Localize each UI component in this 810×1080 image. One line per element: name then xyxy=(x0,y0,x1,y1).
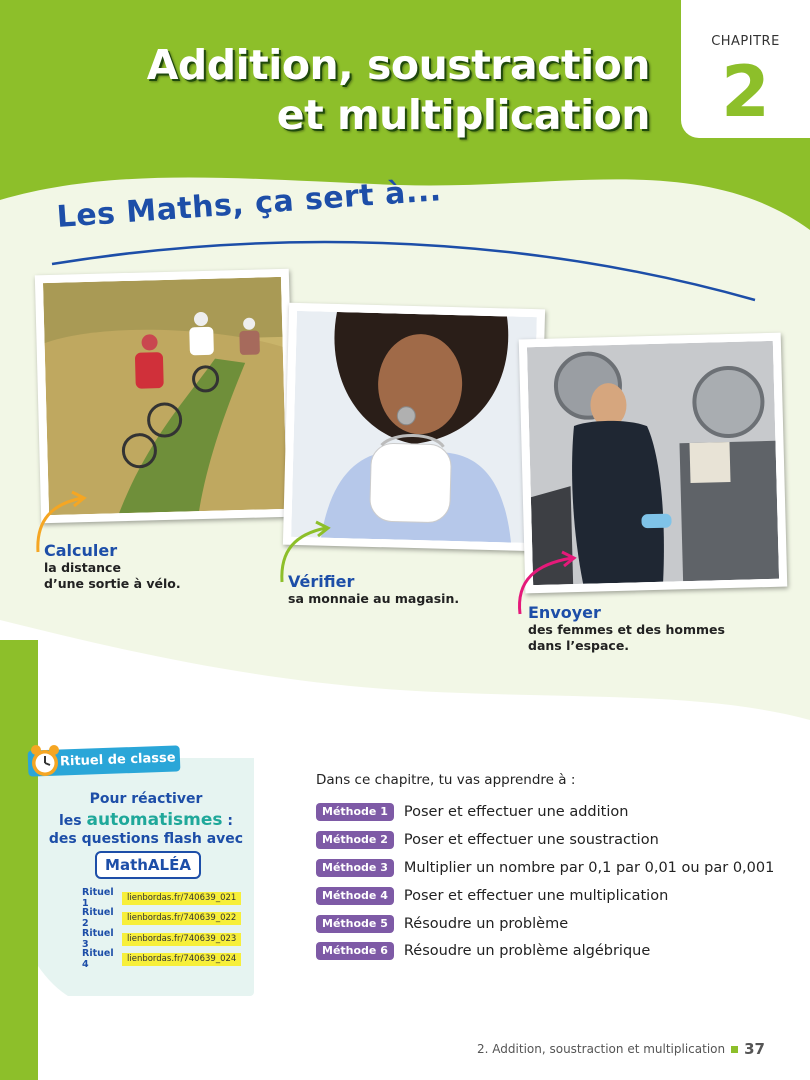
method-item[interactable] xyxy=(316,886,668,906)
ritual-row xyxy=(82,948,241,970)
method-text: Résoudre un problème xyxy=(403,916,569,932)
method-item[interactable] xyxy=(316,914,568,934)
title-line-2: et multiplication xyxy=(276,91,650,139)
chapter-title xyxy=(60,40,650,140)
ritual-label: Rituel 4 xyxy=(82,948,114,970)
caption-text: sa monnaie au magasin. xyxy=(288,591,460,606)
left-green-bar xyxy=(0,640,38,1080)
page-footer xyxy=(477,1040,765,1058)
caption-text: des femmes et des hommes xyxy=(528,622,725,637)
section-heading: Les Maths, ça sert à... xyxy=(55,173,443,235)
ritual-link[interactable]: lienbordas.fr/740639_021 xyxy=(122,892,241,905)
automatismes-highlight: automatismes xyxy=(86,810,223,830)
coin-purse-image xyxy=(291,311,537,543)
ritual-label: Rituel 1 xyxy=(82,887,114,909)
caption-calculer xyxy=(44,541,181,592)
caption-title: Calculer xyxy=(44,541,118,560)
objectives-intro: Dans ce chapitre, tu vas apprendre à : xyxy=(316,772,576,788)
ritual-row xyxy=(82,907,241,929)
caption-text: dans l’espace. xyxy=(528,638,630,653)
mathalea-badge: MathALÉA xyxy=(95,851,201,879)
ritual-link[interactable]: lienbordas.fr/740639_023 xyxy=(122,933,241,946)
alarm-clock-icon xyxy=(28,744,62,778)
method-item[interactable] xyxy=(316,802,628,822)
caption-title: Envoyer xyxy=(528,603,601,622)
method-text: Poser et effectuer une multiplication xyxy=(403,888,669,904)
chapter-number: 2 xyxy=(721,51,770,133)
ritual-line-1: Pour réactiver xyxy=(89,791,203,807)
ritual-row xyxy=(82,928,241,950)
photo-cyclists xyxy=(35,269,295,524)
method-badge: Méthode 3 xyxy=(316,859,394,877)
method-item[interactable] xyxy=(316,858,774,878)
ritual-label: Rituel 2 xyxy=(82,907,114,929)
ritual-page-curl xyxy=(38,966,68,996)
ritual-row xyxy=(82,887,241,909)
method-text: Poser et effectuer une soustraction xyxy=(403,832,659,848)
ritual-link[interactable]: lienbordas.fr/740639_024 xyxy=(122,953,241,966)
title-line-1: Addition, soustraction xyxy=(146,41,650,89)
ritual-line-2-suffix: : xyxy=(222,813,233,829)
caption-title: Vérifier xyxy=(288,572,355,591)
ritual-banner: Rituel de classe xyxy=(28,745,181,776)
method-item[interactable] xyxy=(316,941,650,961)
chapter-label: CHAPITRE xyxy=(711,34,780,49)
method-text: Résoudre un problème algébrique xyxy=(403,943,651,959)
caption-envoyer xyxy=(528,603,725,654)
method-badge: Méthode 5 xyxy=(316,915,394,933)
astronaut-image xyxy=(527,341,779,585)
method-text: Poser et effectuer une addition xyxy=(403,804,629,820)
ritual-line-2-prefix: les xyxy=(59,813,82,829)
method-text: Multiplier un nombre par 0,1 par 0,01 ou par 0,001 xyxy=(403,860,775,876)
cyclists-image xyxy=(43,277,287,515)
caption-verifier xyxy=(288,572,459,607)
ritual-label: Rituel 3 xyxy=(82,928,114,950)
footer-square-icon xyxy=(731,1046,738,1053)
ritual-link[interactable]: lienbordas.fr/740639_022 xyxy=(122,912,241,925)
method-badge: Méthode 2 xyxy=(316,831,394,849)
photo-coin-purse xyxy=(283,303,545,552)
page-number: 37 xyxy=(744,1040,765,1058)
method-badge: Méthode 4 xyxy=(316,887,394,905)
method-item[interactable] xyxy=(316,830,659,850)
footer-chapter-title: 2. Addition, soustraction et multiplication xyxy=(477,1042,726,1056)
caption-text: d’une sortie à vélo. xyxy=(44,576,181,591)
ritual-line-3: des questions flash avec xyxy=(48,831,244,847)
ritual-line-2 xyxy=(38,810,254,830)
method-badge: Méthode 6 xyxy=(316,942,394,960)
method-badge: Méthode 1 xyxy=(316,803,394,821)
caption-text: la distance xyxy=(44,560,121,575)
